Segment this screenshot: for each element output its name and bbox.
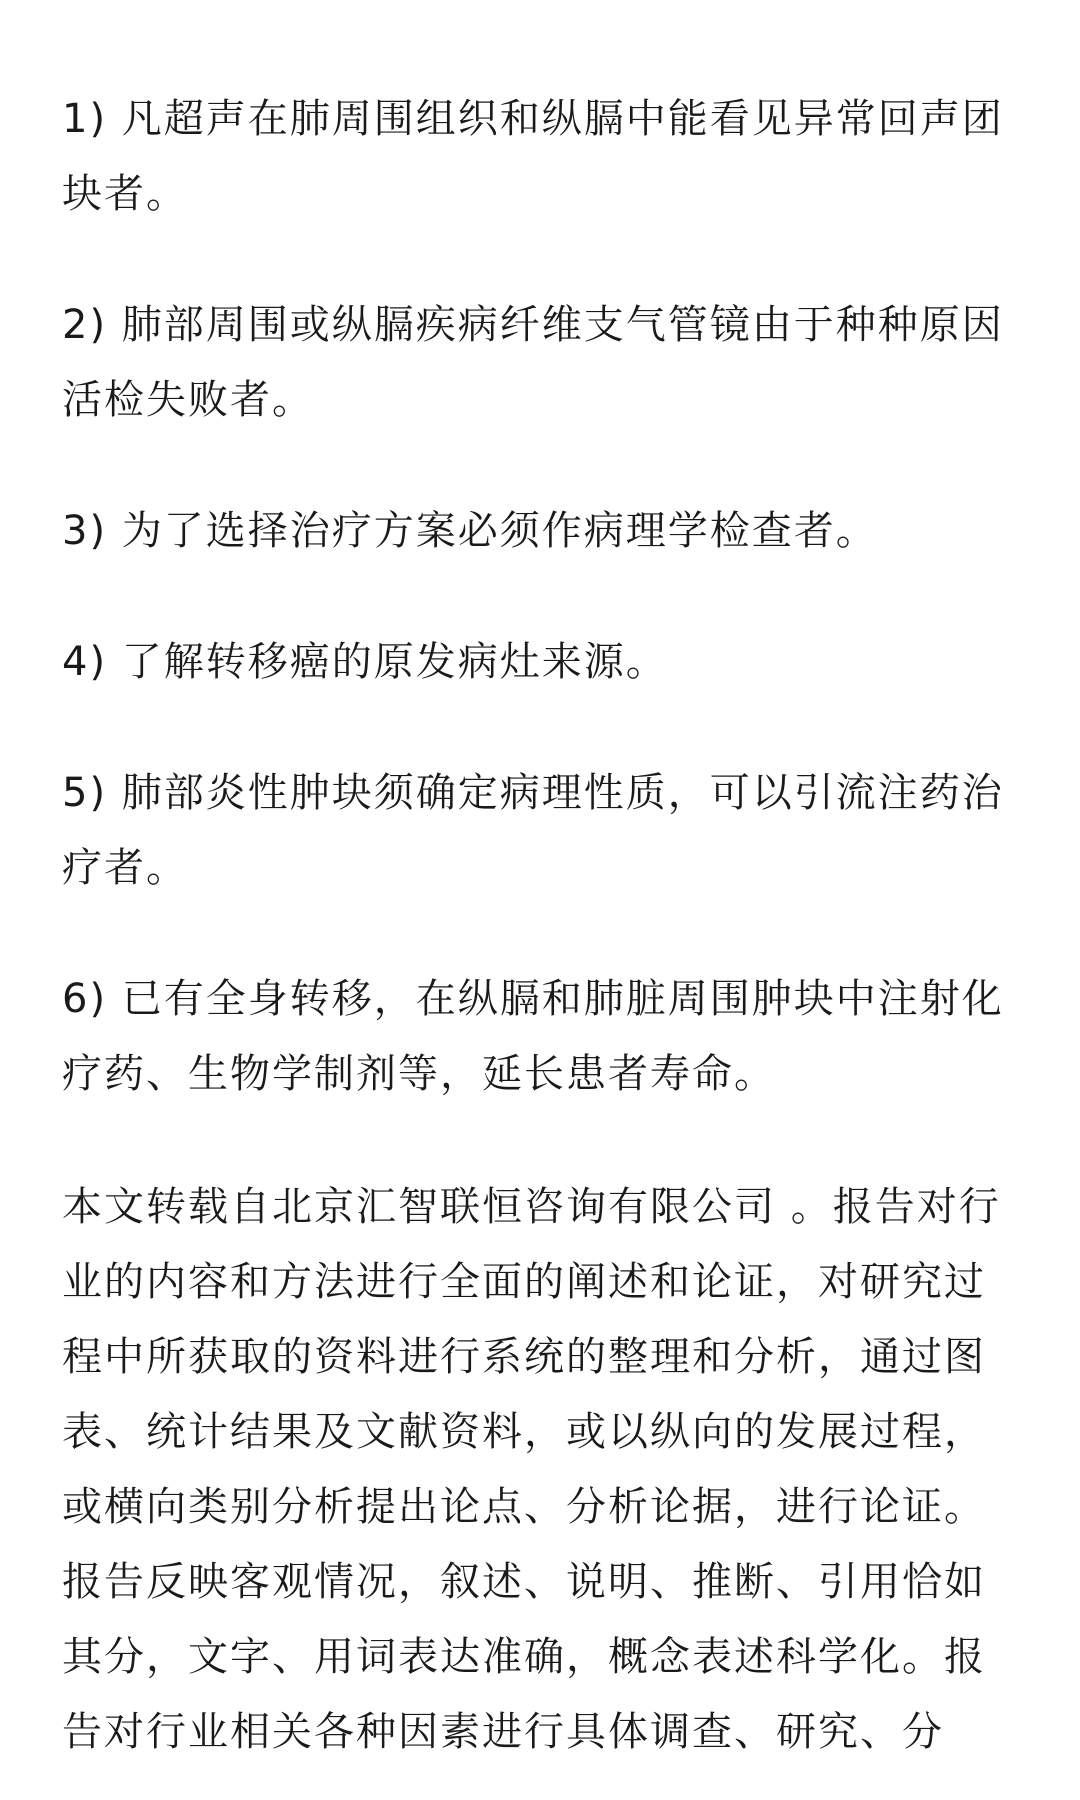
- list-item: 4) 了解转移癌的原发病灶来源。: [62, 639, 668, 685]
- list-item: 6) 已有全身转移，在纵膈和肺脏周围肿块中注射化疗药、生物学制剂等，延长患者寿命。: [62, 976, 1004, 1097]
- list-item: 5) 肺部炎性肿块须确定病理性质，可以引流注药治疗者。: [62, 770, 1004, 891]
- list-item: 1) 凡超声在肺周围组织和纵膈中能看见异常回声团块者。: [62, 96, 1004, 217]
- list-item: 2) 肺部周围或纵膈疾病纤维支气管镜由于种种原因活检失败者。: [62, 302, 1004, 423]
- body-paragraph: 本文转载自北京汇智联恒咨询有限公司 。报告对行业的内容和方法进行全面的阐述和论证，对研究过程中所获取的资料进行系统的整理和分析，通过图表、统计结果及文献资料，或以纵向的发展过程，或横向类别分析提出论点、分析论据，进行论证。报告反映客观情况，叙述、说明、推断、引用恰如其分，文字、用词表达准确，概念表述科学化。报告对行业相关各种因素进行具体调查、研究、分: [62, 1184, 1001, 1755]
- article-content: [62, 82, 1022, 1770]
- list-item: 3) 为了选择治疗方案必须作病理学检查者。: [62, 508, 878, 554]
